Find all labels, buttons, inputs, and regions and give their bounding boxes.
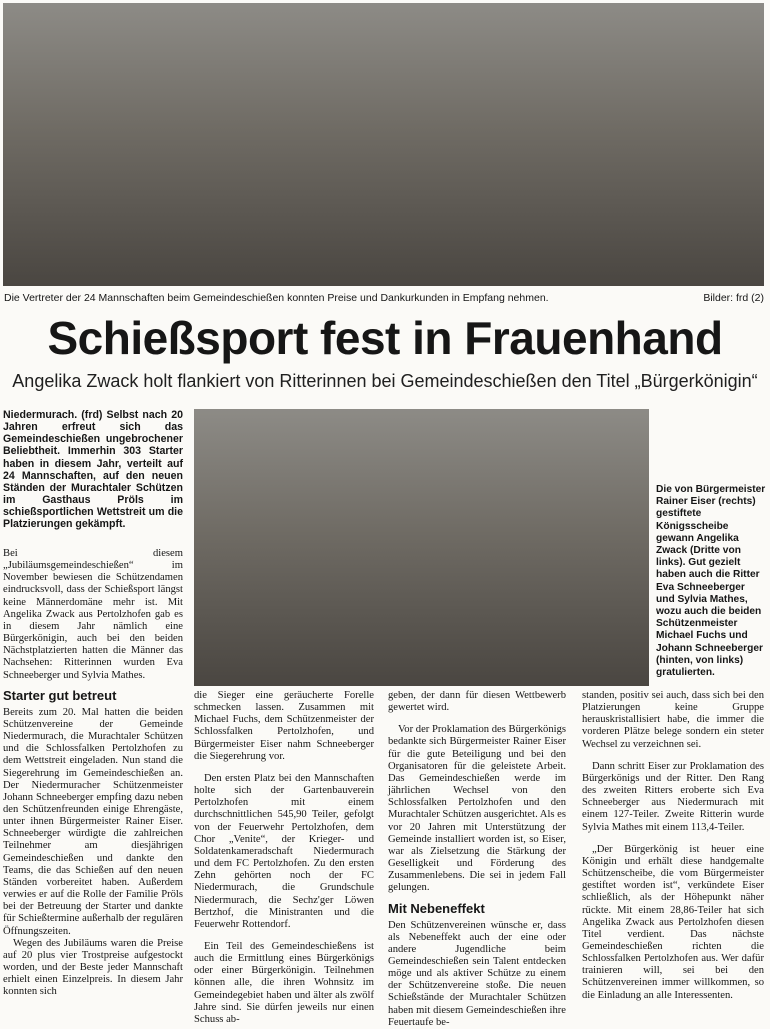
paragraph: geben, der dann für diesen Wettbewerb gewertet wird. (388, 690, 566, 714)
paragraph: Den ersten Platz bei den Mannschaften holte sich der Gartenbauverein Pertolzhofen mit einem durchschnittlichen 545,90 Teiler, gefolgt von der Feuerwehr Pertolzhofen, dem Chor „Venite“, der Krieger- und Soldatenkameradschaft Niedermurach und dem FC Pertolzhofen. Zu den ersten Zehn gehörten noch der FC Niedermurach, die Grundschule Niedermurach, die Sechz'ger Löwen Bertzhof, die Ministranten und die Feuerwehr Rottendorf. (194, 772, 374, 930)
headline: Schießsport fest in Frauenhand (47, 312, 723, 364)
group-photo (3, 3, 764, 286)
subheading-nebeneffekt: Mit Nebeneffekt (388, 900, 485, 916)
paragraph: Den Schützenvereinen wünsche er, dass als Nebeneffekt auch der eine oder andere Jugendliche beim Gemeindeschießen sein Talent entdecken möge und als aktiver Schütze zu einem der Schützenvereine stoße. Die neuen Schießstände der Murachtaler Schützen haben mit diesem Gemeindeschießen ihre Feuertaufe be- (388, 919, 566, 1028)
column-1 (3, 548, 183, 998)
subheadline: Angelika Zwack holt flankiert von Ritterinnen bei Gemeindeschießen den Titel „Bürgerkönigin“ (12, 371, 758, 391)
paragraph: Ein Teil des Gemeindeschießens ist auch die Ermittlung eines Bürgerkönigs oder einer Bürgerkönigin. Teilnehmen können alle, die ihren Wohnsitz im Gemeindegebiet haben und älter als zwölf Jahre sind. Sie dürfen jeweils nur einen Schuss ab- (194, 940, 374, 1025)
photo-credit: Bilder: frd (2) (703, 292, 764, 304)
paragraph: Bereits zum 20. Mal hatten die beiden Schützenvereine der Gemeinde Niedermurach, die Murachtaler Schützen und die Schlossfalken Pertolzhofen zu dem Wettstreit eingeladen. Nun stand die Siegerehrung im Gemeindeschießen an. Der Niedermuracher Schützenmeister Johann Schneeberger empfing dazu neben den Schützenfreunden einige Ehrengäste, unter ihnen Bürgermeister Rainer Eiser. Schneeberger würdigte die zahlreichen Teilnehmer am diesjährigen Gemeindeschießen und dankte den Teams, die das Schießen auf den neuen Ständen vorbereitet haben. Außerdem verwies er auf die Rolle der Familie Pröls bei der Betreuung der Starter und dankte für Schießtermine außerhalb der regulären Öffnungszeiten. (3, 706, 183, 937)
lead-paragraph: Niedermurach. (frd) Selbst nach 20 Jahren erfreut sich das Gemeindeschießen ungebrochener Beliebtheit. Immerhin 303 Starter haben in diesem Jahr, verteilt auf 24 Mannschaften, auf den neuen Ständen der Murachtaler Schützen im Gasthaus Pröls im schießsportlichen Wettstreit um die Platzierungen gekämpft. (3, 409, 183, 531)
paragraph: Vor der Proklamation des Bürgerkönigs bedankte sich Bürgermeister Rainer Eiser für die gute Beteiligung und bei den Organisatoren für die geleistete Arbeit. Das Gemeindeschießen werde im jährlichen Wechsel von den Schlossfalken Pertolzhofen und den Murachtaler Schützen ausgerichtet. Als es vor 20 Jahren mit Unterstützung der Gemeinde installiert worden ist, so Eiser, war als Zielsetzung die Stärkung der Geselligkeit und Förderung des Zusammenlebens. Die sei in jedem Fall gelungen. (388, 724, 566, 894)
paragraph: standen, positiv sei auch, dass sich bei den Platzierungen keine Gruppe herauskristallisiert habe, die immer die vorderen Plätze belege sondern ein steter Wechsel zu verzeichnen sei. (582, 690, 764, 750)
subheading-starter: Starter gut betreut (3, 687, 117, 703)
paragraph: Wegen des Jubiläums waren die Preise auf 20 plus vier Trostpreise aufgestockt worden, und der Beste jeder Mannschaft erhielt einen Einzelpreis. In diesem Jahr konnten sich (3, 937, 183, 998)
award-photo (194, 409, 649, 686)
column-2 (194, 690, 374, 1026)
paragraph: die Sieger eine geräucherte Forelle schmecken lassen. Zusammen mit Michael Fuchs, dem Schützenmeister der Schlossfalken Pertolzhofen, und Bürgermeister Eiser nahm Schneeberger die Siegerehrung vor. (194, 690, 374, 762)
paragraph: „Der Bürgerkönig ist heuer eine Königin und erhält diese handgemalte Schützenscheibe, die vom Bürgermeister gestiftet worden ist“, verkündete Eiser schließlich, als der Höhepunkt näher rückte. Mit einem 28,86-Teiler hat sich Angelika Zwack aus Pertolzhofen diesen Titel verdient. Das nächste Gemeindeschießen richten die Schlossfalken Pertolzhofen aus. Wer dafür trainieren will, sei bei den Schützenvereinen immer willkommen, so die Einladung an alle Interessenten. (582, 843, 764, 1001)
column-3 (388, 690, 566, 1029)
column-4 (582, 690, 764, 1002)
paragraph: Dann schritt Eiser zur Proklamation des Bürgerkönigs und der Ritter. Den Rang des zweiten Ritters eroberte sich Eva Schneeberger aus Niedermurach mit einem 127-Teiler. Zweite Ritterin wurde Sylvia Mathes mit einem 113,4-Teiler. (582, 760, 764, 833)
photo-caption: Die Vertreter der 24 Mannschaften beim Gemeindeschießen konnten Preise und Dankurkunden in Empfang nehmen. (4, 292, 549, 304)
paragraph: Bei diesem „Jubiläumsgemeindeschießen“ im November bewiesen die Schützendamen eindrucksvoll, dass der Schießsport längst keine Männerdomäne mehr ist. Mit Angelika Zwack aus Pertolzhofen gab es in diesem Jahr nämlich eine Bürgerkönigin, auch bei den beiden Nächstplatzierten hatten die Männer das Nachsehen: Ritterinnen wurden Eva Schneeberger und Sylvia Mathes. (3, 548, 183, 681)
award-photo-caption: Die von Bürgermeister Rainer Eiser (rechts) gestiftete Königsscheibe gewann Angelika Zwack (Dritte von links). Gut gezielt haben auch die Ritter Eva Schneeberger und Sylvia Mathes, wozu auch die beiden Schützenmeister Michael Fuchs und Johann Schneeberger (hinten, von links) gratulierten. (656, 484, 766, 679)
